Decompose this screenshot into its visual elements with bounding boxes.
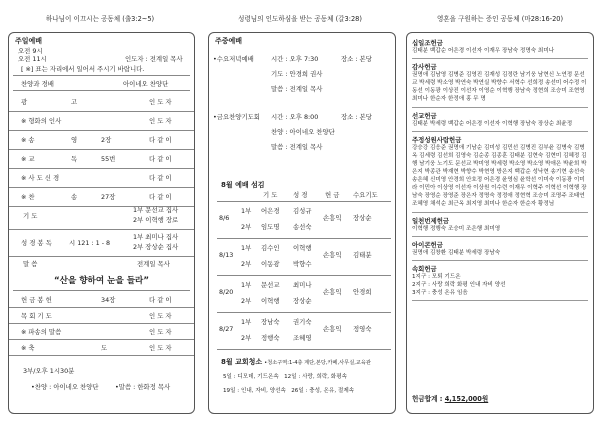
duty-week — [217, 276, 391, 313]
divider — [13, 290, 190, 291]
order-row — [9, 150, 194, 169]
duty-col-header: 수요기도 — [353, 191, 378, 199]
order-item-2: 독 — [71, 155, 78, 163]
service-detail: 말씀 : 전계일 목사 — [271, 85, 323, 93]
duty-prayer: 정행숙 — [261, 334, 280, 342]
duty-wednesday: 장상순 — [353, 214, 372, 222]
order-who: 인 도 자 — [149, 328, 172, 336]
order-item: ※ 사 도 신 경 — [21, 174, 60, 182]
duty-scripture: 장상순 — [293, 297, 312, 305]
duty-header — [217, 190, 391, 202]
order-row — [9, 169, 194, 188]
service-name: •금요찬양기도회 — [213, 113, 260, 121]
offering-group — [412, 112, 588, 132]
leader: 인도자 : 전계일 목사 — [125, 55, 183, 63]
service-detail: 찬양 : 아이네오 찬양단 — [271, 128, 335, 136]
duty-prayer: 이동광 — [261, 260, 280, 268]
offering-names: 김태분 백갑순 어은경 이선자 이재우 장남숙 정명숙 최미나 — [412, 48, 555, 54]
service-block — [209, 53, 395, 111]
order-row — [9, 324, 194, 340]
offering-group — [412, 217, 588, 237]
offering-names: 강승강 김응준 권명애 기남순 김미성 김민선 김병진 김부윤 김병숙 김병옥 김세령 김선희 김영숙 김순종 김종훈 김태분 김현숙 김현미 김혜정 김행 남기웅 노기도 문선교 박미영 박세령 박소영 박소영 박애은 박윤희 박은지 박종관 박재현 박향수 박현영 방은지 백갑순 성낙현 송기현 송선숙 송은혜 신미영 안경희 안호정 어은경 윤영심 윤학선 이미숙 이동광 이미라 이민아 이상영 이선자 이상원 이수련 이재우 이혁주 이혁선 이혁행 장남숙 장영순 장영준 장은자 정명숙 정정애 정현혁 조승미 조명주 조태연 조혜영 채석순 최근옥 최지영 최미나 한순자 한순자 황정님 — [412, 144, 587, 208]
order-hymn: 27장 — [101, 193, 116, 201]
order-row — [9, 340, 194, 356]
duty-service: 1부 — [241, 318, 252, 326]
order-who: 인 도 자 — [149, 312, 172, 320]
prayer-1: 1부 문선교 집사 — [133, 206, 179, 214]
service-detail: 말씀 : 전계일 목사 — [271, 143, 323, 151]
duty-service: 2부 — [241, 334, 252, 342]
order-who: 다 같 이 — [149, 136, 172, 144]
order-hymn: 34장 — [101, 296, 116, 304]
order-item: ※ 형화의 인사 — [21, 117, 62, 125]
scripture-row — [9, 230, 194, 257]
praise-team: 아이네오 찬양단 — [123, 80, 169, 88]
offering-group-title: 선교헌금 — [412, 111, 437, 120]
order-item: ※ 송 — [21, 136, 35, 144]
duty-date: 8/20 — [219, 288, 234, 296]
order-who: 인 도 자 — [149, 117, 172, 125]
time-2: 오전 11시 — [18, 55, 47, 63]
duty-col-header: 헌 금 — [325, 191, 340, 199]
duty-prayer: 장남숙 — [261, 318, 280, 326]
sermon-title: “산을 향하여 눈을 들라” — [54, 276, 149, 286]
scripture-1: 1부 최미나 집사 — [133, 233, 179, 241]
sermon-label: 말 씀 — [23, 260, 38, 268]
duty-offering: 손흥익 — [323, 214, 342, 222]
service-detail: 시간 : 오후 7:30 — [271, 55, 319, 63]
order-item: ※ 찬 — [21, 193, 35, 201]
duty-table — [217, 190, 391, 350]
offering-group — [412, 265, 588, 301]
service-place: 장소 : 본당 — [341, 113, 372, 121]
weekday-box — [208, 32, 396, 414]
order-item: 목 회 기 도 — [21, 312, 52, 320]
duty-prayer: 김수인 — [261, 244, 280, 252]
order-who: 인 도 자 — [149, 344, 172, 352]
offering-group-title: 주정성원사람헌금 — [412, 135, 462, 144]
duty-service: 2부 — [241, 223, 252, 231]
offering-group — [412, 241, 588, 261]
duty-title: 8월 예배 섬김 — [221, 181, 265, 189]
order-item-2: 송 — [71, 193, 78, 201]
sermon-row — [9, 257, 194, 270]
order-list — [9, 93, 194, 207]
offering-group-title: 속회헌금 — [412, 264, 437, 273]
column-offerings — [400, 0, 600, 424]
notice: [ ※] 표는 자리에서 일어서 주시기 바랍니다. — [21, 65, 145, 73]
duty-scripture: 이혁행 — [293, 244, 312, 252]
duty-prayer: 문선교 — [261, 281, 280, 289]
afternoon-sermon: •말씀 : 한화정 목사 — [115, 383, 171, 391]
duty-scripture: 송선숙 — [293, 223, 312, 231]
service-detail: 시간 : 오후 8:00 — [271, 113, 319, 121]
duty-date: 8/13 — [219, 251, 234, 259]
services — [209, 53, 395, 169]
clean-title — [221, 358, 371, 367]
duty-week — [217, 202, 391, 239]
offering-group — [412, 39, 588, 59]
duty-wednesday: 김태분 — [353, 251, 372, 259]
order-row — [9, 93, 194, 112]
order-item: ※ 파송의 말씀 — [21, 328, 62, 336]
duty-date: 8/6 — [219, 214, 230, 222]
duty-service: 1부 — [241, 207, 252, 215]
scripture-2: 2부 장상순 집사 — [133, 243, 179, 251]
section-title: 주일예배 — [15, 37, 43, 45]
offering-group — [412, 136, 588, 213]
offering-total — [412, 395, 488, 403]
duty-week — [217, 239, 391, 276]
duty-service: 2부 — [241, 260, 252, 268]
afternoon-time: 3부/오후 1시30분 — [23, 367, 75, 375]
duty-service: 2부 — [241, 297, 252, 305]
offering-group-title: 십일조헌금 — [412, 39, 443, 47]
order-item-2: 고 — [71, 98, 78, 106]
order-row — [9, 112, 194, 131]
divider — [13, 75, 190, 76]
duty-offering: 손흥익 — [323, 325, 342, 333]
duty-offering: 손흥익 — [323, 288, 342, 296]
order-row — [9, 131, 194, 150]
service-place: 장소 : 본당 — [341, 55, 372, 63]
column-header: 영혼을 구원하는 증인 공동체 (마28:16-20) — [436, 15, 564, 23]
order-row — [9, 292, 194, 308]
duty-service: 1부 — [241, 281, 252, 289]
duty-scripture: 최미나 — [293, 281, 312, 289]
column-sunday-worship — [0, 0, 200, 424]
service-detail: 기도 : 안경희 권사 — [271, 70, 323, 78]
offering-group-title: 일천번제헌금 — [412, 216, 450, 225]
order-item: ※ 교 — [21, 155, 35, 163]
afternoon-praise: •찬양 : 아이네오 찬양단 — [31, 383, 99, 391]
duty-scripture: 조혜영 — [293, 334, 312, 342]
order-hymn: 도 — [101, 344, 108, 352]
offering-groups — [412, 35, 588, 301]
scripture-label: 성 경 봉 독 — [21, 239, 52, 247]
order-item: 광 — [21, 98, 28, 106]
service-name: •수요저녁예배 — [213, 55, 254, 63]
clean-row-2: 19일 : 인내, 자비, 양선속 26일 : 충성, 온유, 절제속 — [223, 388, 355, 394]
praise-label: 찬양과 경배 — [21, 80, 54, 88]
duty-prayer: 임도명 — [261, 223, 280, 231]
offerings-box — [406, 32, 594, 414]
duty-scripture: 김성규 — [293, 207, 312, 215]
duty-scripture: 권기숙 — [293, 318, 312, 326]
duty-wednesday: 안경희 — [353, 288, 372, 296]
total-value: 4,152,000원 — [444, 395, 489, 403]
column-header: 성령님의 인도하심을 받는 공동체 (갈3:28) — [238, 15, 362, 23]
order-who: 다 같 이 — [149, 155, 172, 163]
offering-names: 권명애 김남영 김병준 김영진 김재성 김정란 남기웅 남현신 노연정 문선교 박세령 박소영 박연숙 박연실 박향수 서혁수 선희정 송선미 어수정 이동선 이동광 이상진 이선자 이영순 이혁행 장남숙 정현희 조승미 조현영 최미나 한순자 한정애 홍 무 명 — [412, 72, 587, 103]
offering-group — [412, 63, 588, 107]
offering-group-title: 아이콘헌금 — [412, 240, 443, 249]
column-weekday — [200, 0, 400, 424]
clean-desc: •청소구역:1-4층 계단,본당,카페,사무실,교육관 — [264, 360, 371, 366]
duty-week — [217, 313, 391, 350]
offering-names: 김태분 박세령 백갑순 어은경 이선자 이혁행 장남숙 장상순 최윤정 — [412, 120, 573, 127]
duty-service: 1부 — [241, 244, 252, 252]
clean-heading: 8월 교회청소 — [221, 358, 263, 366]
duty-scripture: 박향수 — [293, 260, 312, 268]
order-item: ※ 축 — [21, 344, 35, 352]
order-who: 다 같 이 — [149, 296, 172, 304]
order-who: 다 같 이 — [149, 193, 172, 201]
divider — [13, 90, 190, 91]
scripture-ref: 시 121 : 1 - 8 — [69, 239, 111, 247]
order-who: 다 같 이 — [149, 174, 172, 182]
offering-names: 권명애 김창환 김태분 박세령 장남숙 — [412, 249, 501, 256]
clean-row-1: 5일 : 디모데, 기드온속 12일 : 사랑, 희락, 화평속 — [223, 374, 348, 380]
duty-col-header: 성 경 — [293, 191, 308, 199]
offering-names: 1지구 : 모퇴 기드온 2지구 : 사랑 희락 화평 인내 자비 양선 3지구 : 충성 온유 임음 — [412, 273, 506, 296]
order-item-2: 영 — [71, 136, 78, 144]
prayer-row — [9, 203, 194, 230]
order-hymn: 2장 — [101, 136, 112, 144]
sermon-preacher: 전계일 목사 — [137, 260, 170, 268]
section-title: 주중예배 — [215, 37, 243, 45]
duty-prayer: 어은경 — [261, 207, 280, 215]
time-1: 오전 9시 — [18, 47, 43, 55]
duty-prayer: 이혁행 — [261, 297, 280, 305]
order-row — [9, 308, 194, 324]
prayer-label: 기 도 — [23, 212, 38, 220]
total-label: 헌금합계 : — [412, 395, 445, 403]
order-list-2 — [9, 292, 194, 356]
sunday-worship-box — [8, 32, 195, 414]
order-hymn: 55번 — [101, 155, 116, 163]
duty-offering: 손흥익 — [323, 251, 342, 259]
offering-names: 이혁행 정행숙 조승미 조은행 최미영 — [412, 225, 501, 232]
order-item: 헌 금 봉 헌 — [21, 296, 52, 304]
duty-wednesday: 정영숙 — [353, 325, 372, 333]
prayer-2: 2부 이혁행 장로 — [133, 216, 179, 224]
service-block — [209, 111, 395, 169]
order-who: 인 도 자 — [149, 98, 172, 106]
duty-date: 8/27 — [219, 325, 234, 333]
offering-group-title: 감사헌금 — [412, 63, 437, 72]
column-header: 하나님이 이끄시는 공동체 (출3:2~5) — [45, 15, 155, 23]
duty-col-header: 기 도 — [263, 191, 278, 199]
